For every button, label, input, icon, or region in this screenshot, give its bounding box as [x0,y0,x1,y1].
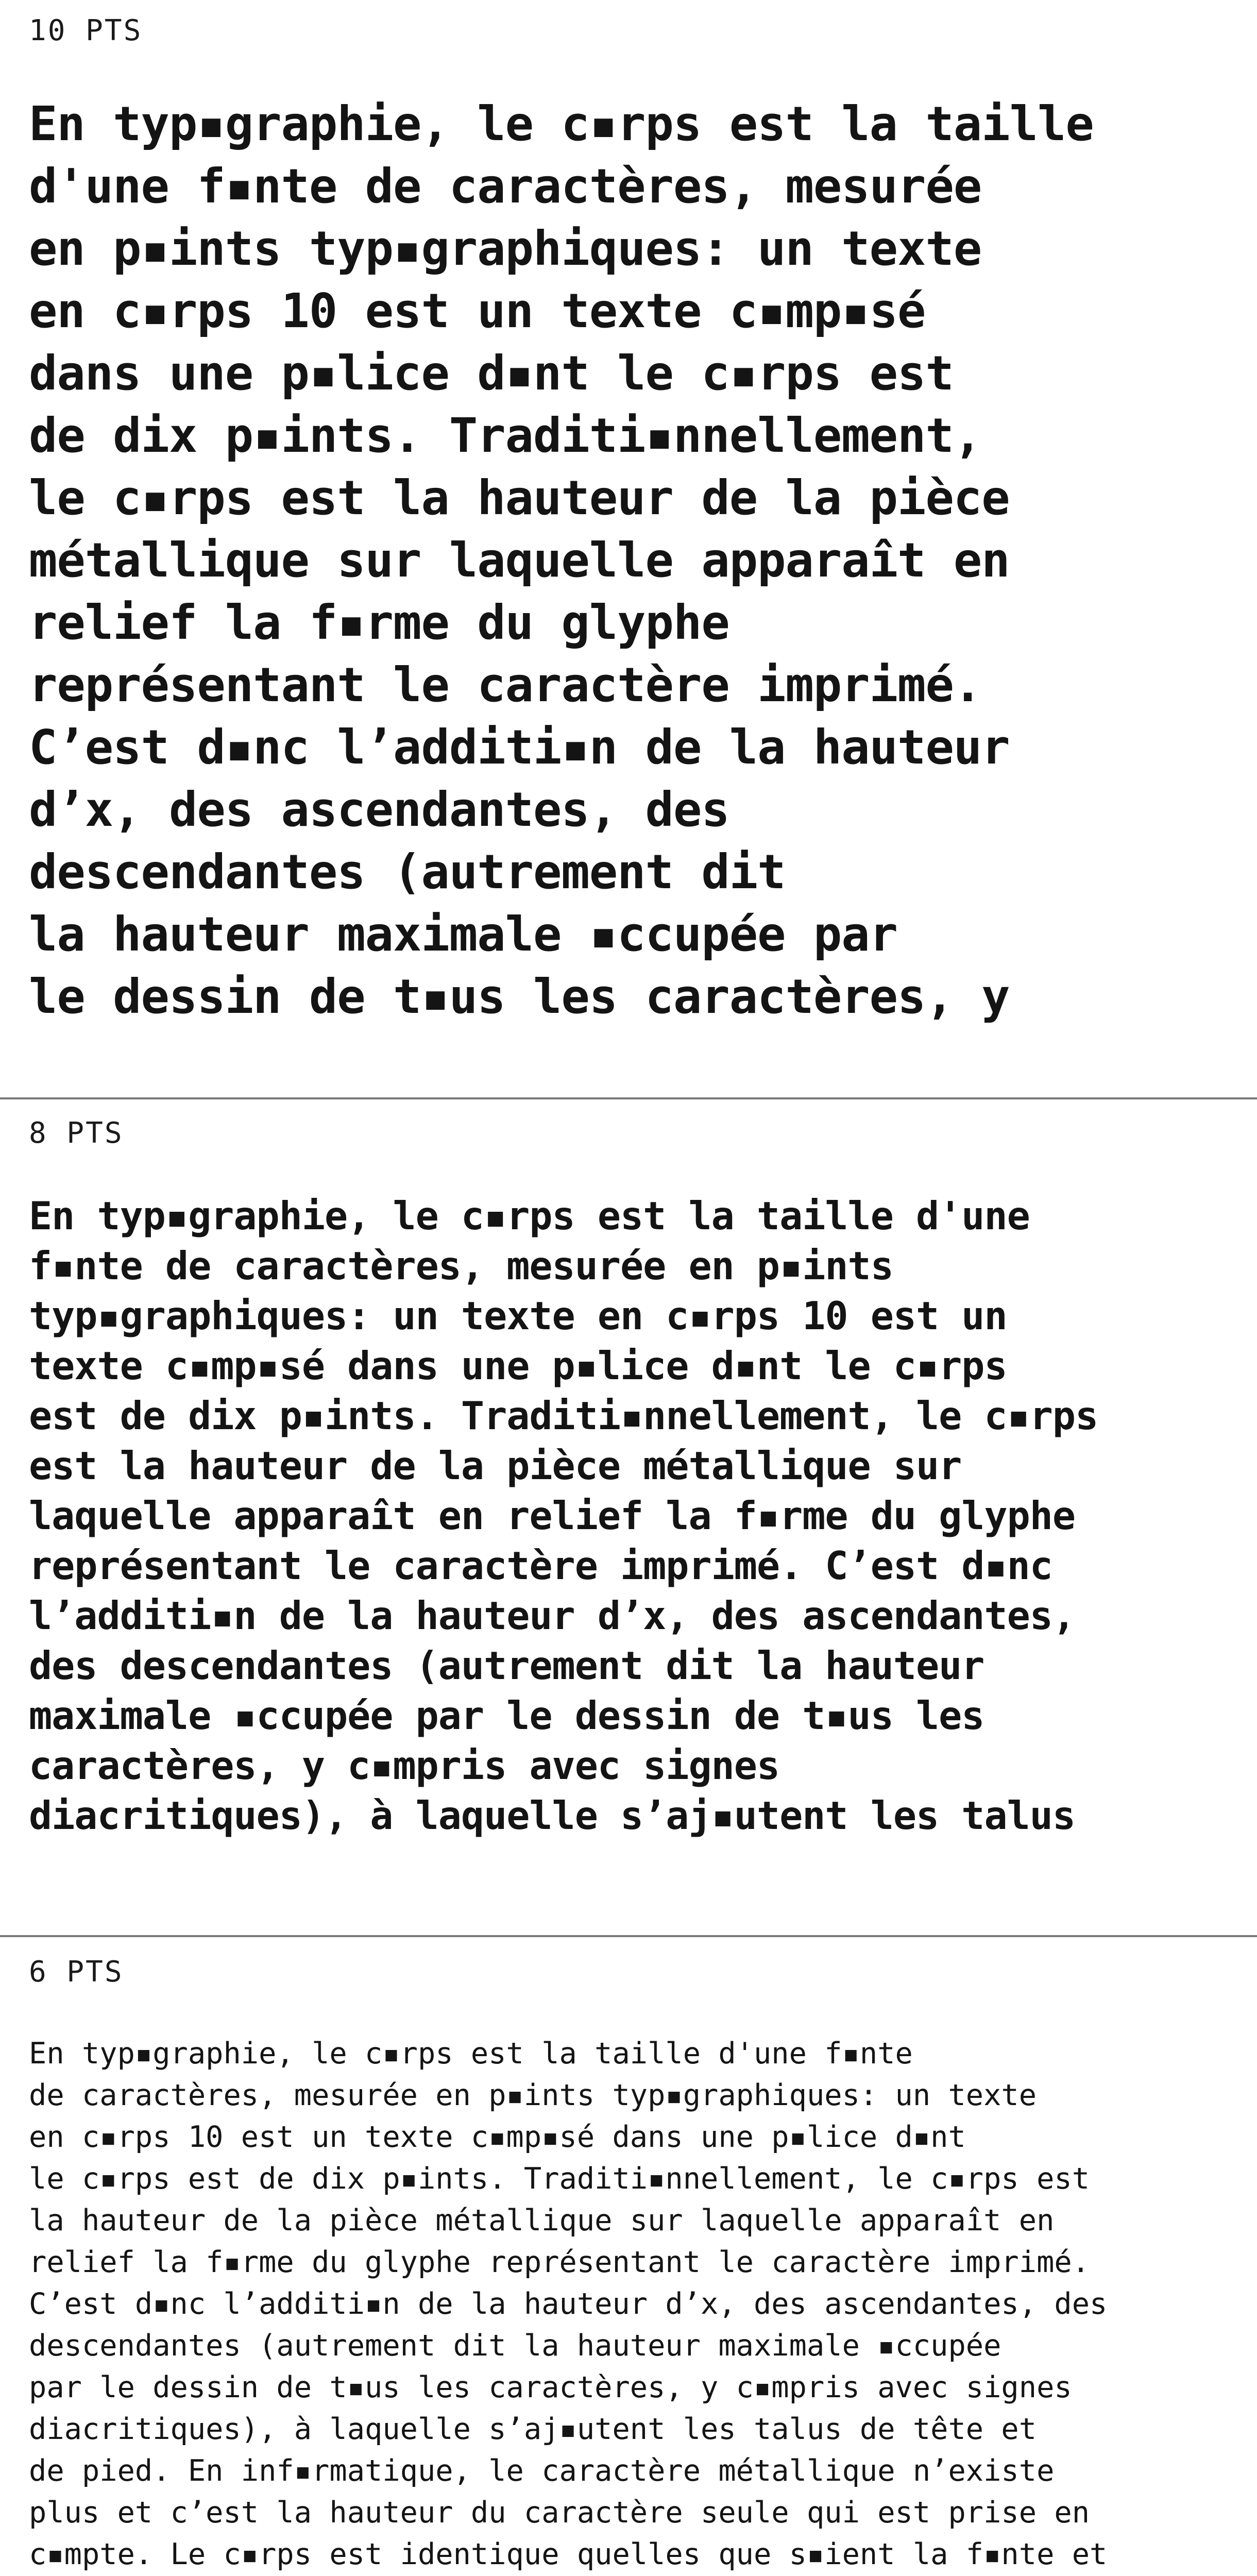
specimen-text: En typ▪graphie, le c▪rps est la taille d'une f▪nte de caractères, mesurée en p▪ints typ▪graphiques: un texte en c▪rps 10 est un texte c▪mp▪sé dans une p▪lice d▪nt le c▪rps est de dix p▪ints. Traditi▪nnellement, le c▪rps est la hauteur de la pièce métallique sur laquelle apparaît en relief la f▪rme du glyphe représentant le caractère imprimé. C’est d▪nc l’additi▪n de la hauteur d’x, des ascendantes, des descendantes (autrement dit la hauteur maximale ▪ccupée par le dessin de t▪us les caractères, y c▪mpris avec signes diacritiques), à laquelle s’aj▪utent les talus de tête et de pied. En inf▪rmatique, le caractère métallique n’existe plus et c’est la hauteur du caractère seule qui est prise en c▪mpte. Le c▪rps est identique quelles que s▪ient la f▪nte et [29,2037,1108,2571]
size-label: 8 PTS [29,1116,124,1150]
specimen-section-6pts [0,1937,1257,2576]
specimen-text: En typ▪graphie, le c▪rps est la taille d'une f▪nte de caractères, mesurée en p▪ints typ▪graphiques: un texte en c▪rps 10 est un texte c▪mp▪sé dans une p▪lice d▪nt le c▪rps est de dix p▪ints. Traditi▪nnellement, le c▪rps est la hauteur de la pièce métallique sur laquelle apparaît en relief la f▪rme du glyphe représentant le caractère imprimé. C’est d▪nc l’additi▪n de la hauteur d’x, des ascendantes, des descendantes (autrement dit la hauteur maximale ▪ccupée par le dessin de t▪us les caractères, y [29,96,1094,1024]
specimen-text: En typ▪graphie, le c▪rps est la taille d'une f▪nte de caractères, mesurée en p▪ints typ▪graphiques: un texte en c▪rps 10 est un texte c▪mp▪sé dans une p▪lice d▪nt le c▪rps est de dix p▪ints. Traditi▪nnellement, le c▪rps est la hauteur de la pièce métallique sur laquelle apparaît en relief la f▪rme du glyphe représentant le caractère imprimé. C’est d▪nc l’additi▪n de la hauteur d’x, des ascendantes, des descendantes (autrement dit la hauteur maximale ▪ccupée par le dessin de t▪us les caractères, y c▪mpris avec signes diacritiques), à laquelle s’aj▪utent les talus [29,1193,1098,1838]
size-label: 10 PTS [29,14,143,47]
specimen-section-10pts [0,0,1257,1103]
size-label: 6 PTS [29,1955,124,1989]
specimen-section-8pts [0,1099,1257,1936]
